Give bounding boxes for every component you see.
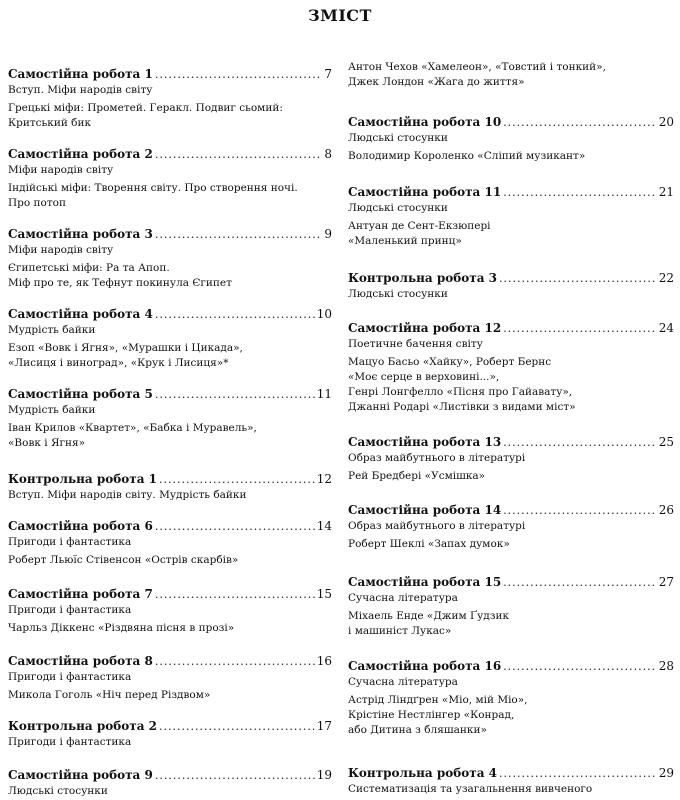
toc-entry-heading[interactable] <box>8 653 332 670</box>
toc-entry-heading[interactable] <box>8 66 332 83</box>
toc-work-line: «Вовк і Ягня» <box>8 437 85 449</box>
toc-entry[interactable] <box>348 434 674 484</box>
toc-work-line: Міф про те, як Тефнут покинула Єгипет <box>8 277 232 289</box>
toc-entry-title[interactable]: Самостійна робота 5 <box>8 387 153 401</box>
toc-page-number: 12 <box>316 472 332 486</box>
toc-work-line: Езоп «Вовк і Ягня», «Мурашки і Цикада», <box>8 342 243 354</box>
toc-works-list <box>8 421 332 451</box>
dot-leader <box>155 768 315 784</box>
toc-work-line: «Маленький принц» <box>348 235 462 247</box>
toc-entry-heading[interactable] <box>8 386 332 403</box>
toc-entry[interactable] <box>348 765 674 797</box>
toc-entry[interactable] <box>8 226 332 291</box>
toc-entry[interactable] <box>348 114 674 164</box>
toc-page-number: 20 <box>658 115 674 129</box>
toc-work-line: і машиніст Лукас» <box>348 625 452 637</box>
toc-entry[interactable] <box>8 653 332 703</box>
toc-section-line: Образ майбутнього в літературі <box>348 452 526 464</box>
dot-leader <box>155 67 323 83</box>
toc-page-number: 26 <box>658 503 674 517</box>
toc-entry-title[interactable]: Самостійна робота 3 <box>8 227 153 241</box>
toc-section-line: Поетичне бачення світу <box>348 338 483 350</box>
toc-entry-title[interactable]: Контрольна робота 3 <box>348 271 498 285</box>
toc-entry-title[interactable]: Самостійна робота 11 <box>348 185 502 199</box>
toc-work-line: Індійські міфи: Творення світу. Про створення ночі. <box>8 182 298 194</box>
toc-entry-title[interactable]: Самостійна робота 16 <box>348 659 502 673</box>
toc-entry-heading[interactable] <box>348 574 674 591</box>
toc-entry-heading[interactable] <box>8 767 332 784</box>
toc-section-line: Антон Чехов «Хамелеон», «Товстий і тонкий», <box>348 61 606 73</box>
toc-section-line: Людські стосунки <box>348 202 448 214</box>
dot-leader <box>155 227 323 243</box>
toc-works-list <box>8 101 332 131</box>
dot-leader <box>155 654 315 670</box>
toc-entry[interactable] <box>8 306 332 371</box>
toc-work-line: або Дитина з бляшанки» <box>348 724 487 736</box>
toc-work-line: Єгипетські міфи: Ра та Апоп. <box>8 262 170 274</box>
toc-work-line: Володимир Короленко «Сліпий музикант» <box>348 150 586 162</box>
toc-entry-heading[interactable] <box>348 114 674 131</box>
toc-works-list <box>348 219 674 249</box>
toc-works-list <box>348 469 674 484</box>
dot-leader <box>159 719 315 735</box>
toc-page-number: 11 <box>316 387 332 401</box>
toc-page-number: 9 <box>324 227 332 241</box>
toc-entry-heading[interactable] <box>348 658 674 675</box>
toc-work-line: Генрі Лонгфелло «Пісня про Гайавату», <box>348 386 573 398</box>
toc-section-line: Міфи народів світу <box>8 244 114 256</box>
toc-section-line: Пригоди і фантастика <box>8 604 132 616</box>
toc-entry-title[interactable]: Контрольна робота 2 <box>8 719 158 733</box>
toc-entry-title[interactable]: Самостійна робота 7 <box>8 587 153 601</box>
toc-section-line: Пригоди і фантастика <box>8 536 132 548</box>
dot-leader <box>503 435 657 451</box>
toc-works-list <box>8 621 332 636</box>
toc-section-line: Вступ. Міфи народів світу. Мудрість байки <box>8 489 247 501</box>
toc-works-list <box>8 261 332 291</box>
toc-entry[interactable] <box>348 184 674 249</box>
dot-leader <box>503 321 657 337</box>
toc-page-number: 22 <box>658 271 674 285</box>
toc-work-line: Іван Крилов «Квартет», «Бабка і Муравель», <box>8 422 257 434</box>
toc-work-line: Джанні Родарі «Листівки з видами міст» <box>348 401 576 413</box>
toc-entry-title[interactable]: Самостійна робота 12 <box>348 321 502 335</box>
toc-work-line: Роберт Льюїс Стівенсон «Острів скарбів» <box>8 554 239 566</box>
toc-entry-title[interactable]: Самостійна робота 6 <box>8 519 153 533</box>
toc-entry-title[interactable]: Самостійна робота 9 <box>8 768 153 782</box>
toc-section-line: Людські стосунки <box>348 132 448 144</box>
toc-entry[interactable] <box>8 386 332 451</box>
toc-entry-heading[interactable] <box>8 718 332 735</box>
toc-works-list <box>348 609 674 639</box>
page-title: ЗМІСТ <box>308 6 372 25</box>
toc-page-number: 16 <box>316 654 332 668</box>
dot-leader <box>503 575 657 591</box>
toc-entry-title[interactable]: Контрольна робота 1 <box>8 472 158 486</box>
toc-page-number: 15 <box>316 587 332 601</box>
toc-entry-title[interactable]: Самостійна робота 10 <box>348 115 502 129</box>
toc-section-line: Образ майбутнього в літературі <box>348 520 526 532</box>
toc-entry-heading[interactable] <box>8 518 332 535</box>
toc-page-number: 17 <box>316 719 332 733</box>
toc-section-line: Мудрість байки <box>8 404 96 416</box>
toc-page-number: 8 <box>324 147 332 161</box>
toc-entry[interactable] <box>8 471 332 503</box>
toc-works-list <box>8 341 332 371</box>
toc-page-number: 7 <box>324 67 332 81</box>
toc-work-line: Мацуо Басьо «Хайку», Роберт Бернс <box>348 356 552 368</box>
toc-section-line: Міфи народів світу <box>8 164 114 176</box>
toc-section-line: Мудрість байки <box>8 324 96 336</box>
dot-leader <box>503 503 657 519</box>
toc-page-number: 24 <box>658 321 674 335</box>
toc-section-line: Сучасна література <box>348 676 458 688</box>
toc-work-line: Роберт Шеклі «Запах думок» <box>348 538 510 550</box>
toc-page-number: 25 <box>658 435 674 449</box>
toc-works-list <box>8 688 332 703</box>
toc-works-list <box>8 553 332 568</box>
dot-leader <box>155 587 315 603</box>
toc-entry-heading[interactable] <box>348 765 674 782</box>
toc-section-line: Сучасна література <box>348 592 458 604</box>
toc-work-line: Грецькі міфи: Прометей. Геракл. Подвиг сьомий: <box>8 102 283 114</box>
toc-entry[interactable] <box>8 718 332 750</box>
dot-leader <box>155 147 323 163</box>
toc-entry[interactable] <box>348 320 674 415</box>
toc-entry[interactable] <box>348 270 674 302</box>
toc-entry[interactable] <box>8 767 332 799</box>
toc-entry-title[interactable]: Самостійна робота 15 <box>348 575 502 589</box>
toc-page-number: 21 <box>658 185 674 199</box>
toc-entry[interactable] <box>348 60 674 90</box>
toc-entry-heading[interactable] <box>8 146 332 163</box>
toc-work-line: «Лисиця і виноград», «Крук і Лисиця»* <box>8 357 229 369</box>
toc-section-line: Людські стосунки <box>8 785 108 797</box>
toc-entry-heading[interactable] <box>8 226 332 243</box>
toc-works-list <box>8 181 332 211</box>
dot-leader <box>499 766 657 782</box>
toc-entry-title[interactable]: Самостійна робота 1 <box>8 67 153 81</box>
toc-entry-heading[interactable] <box>348 502 674 519</box>
toc-work-line: Міхаель Енде «Джим Ґудзик <box>348 610 510 622</box>
toc-work-line: Антуан де Сент-Екзюпері <box>348 220 491 232</box>
dot-leader <box>503 185 657 201</box>
toc-entry-heading[interactable] <box>8 471 332 488</box>
dot-leader <box>155 519 315 535</box>
toc-entry[interactable] <box>8 518 332 568</box>
toc-page-number: 27 <box>658 575 674 589</box>
dot-leader <box>503 659 657 675</box>
toc-work-line: Крістіне Нестлінгер «Конрад, <box>348 709 515 721</box>
toc-entry-title[interactable]: Самостійна робота 14 <box>348 503 502 517</box>
toc-page-number: 29 <box>658 766 674 780</box>
toc-entry[interactable] <box>8 586 332 636</box>
toc-works-list <box>348 149 674 164</box>
toc-entry-title[interactable]: Самостійна робота 4 <box>8 307 153 321</box>
toc-entry[interactable] <box>8 66 332 131</box>
toc-entry[interactable] <box>348 574 674 639</box>
toc-work-line: «Моє серце в верховині...», <box>348 371 500 383</box>
toc-page-number: 14 <box>316 519 332 533</box>
toc-work-line: Критський бик <box>8 117 92 129</box>
toc-entry-title[interactable]: Самостійна робота 13 <box>348 435 502 449</box>
toc-page-number: 28 <box>658 659 674 673</box>
toc-work-line: Чарльз Діккенс «Різдвяна пісня в прозі» <box>8 622 235 634</box>
toc-entry-heading[interactable] <box>348 270 674 287</box>
dot-leader <box>499 271 657 287</box>
toc-work-line: Про потоп <box>8 197 66 209</box>
toc-entry-heading[interactable] <box>8 306 332 323</box>
toc-section-line: Систематизація та узагальнення вивченого <box>348 783 593 795</box>
toc-entry[interactable] <box>348 658 674 738</box>
dot-leader <box>503 115 657 131</box>
toc-section-line: Джек Лондон «Жага до життя» <box>348 76 525 88</box>
dot-leader <box>159 472 315 488</box>
toc-entry-title[interactable]: Самостійна робота 8 <box>8 654 153 668</box>
toc-work-line: Микола Гоголь «Ніч перед Різдвом» <box>8 689 211 701</box>
dot-leader <box>155 307 315 323</box>
toc-page-number: 10 <box>316 307 332 321</box>
toc-entry[interactable] <box>348 502 674 552</box>
toc-section-line: Пригоди і фантастика <box>8 736 132 748</box>
toc-entry-heading[interactable] <box>348 184 674 201</box>
toc-entry-heading[interactable] <box>348 434 674 451</box>
toc-work-line: Рей Бредбері «Усмішка» <box>348 470 486 482</box>
toc-entry-heading[interactable] <box>8 586 332 603</box>
toc-works-list <box>348 355 674 415</box>
toc-section-line: Вступ. Міфи народів світу <box>8 84 153 96</box>
toc-works-list <box>348 693 674 738</box>
toc-work-line: Астрід Ліндґрен «Міо, мій Міо», <box>348 694 528 706</box>
toc-section-line: Людські стосунки <box>348 288 448 300</box>
toc-works-list <box>348 537 674 552</box>
toc-entry[interactable] <box>8 146 332 211</box>
toc-section-line: Пригоди і фантастика <box>8 671 132 683</box>
toc-entry-title[interactable]: Контрольна робота 4 <box>348 766 498 780</box>
toc-page-number: 19 <box>316 768 332 782</box>
toc-entry-title[interactable]: Самостійна робота 2 <box>8 147 153 161</box>
dot-leader <box>155 387 315 403</box>
toc-entry-heading[interactable] <box>348 320 674 337</box>
